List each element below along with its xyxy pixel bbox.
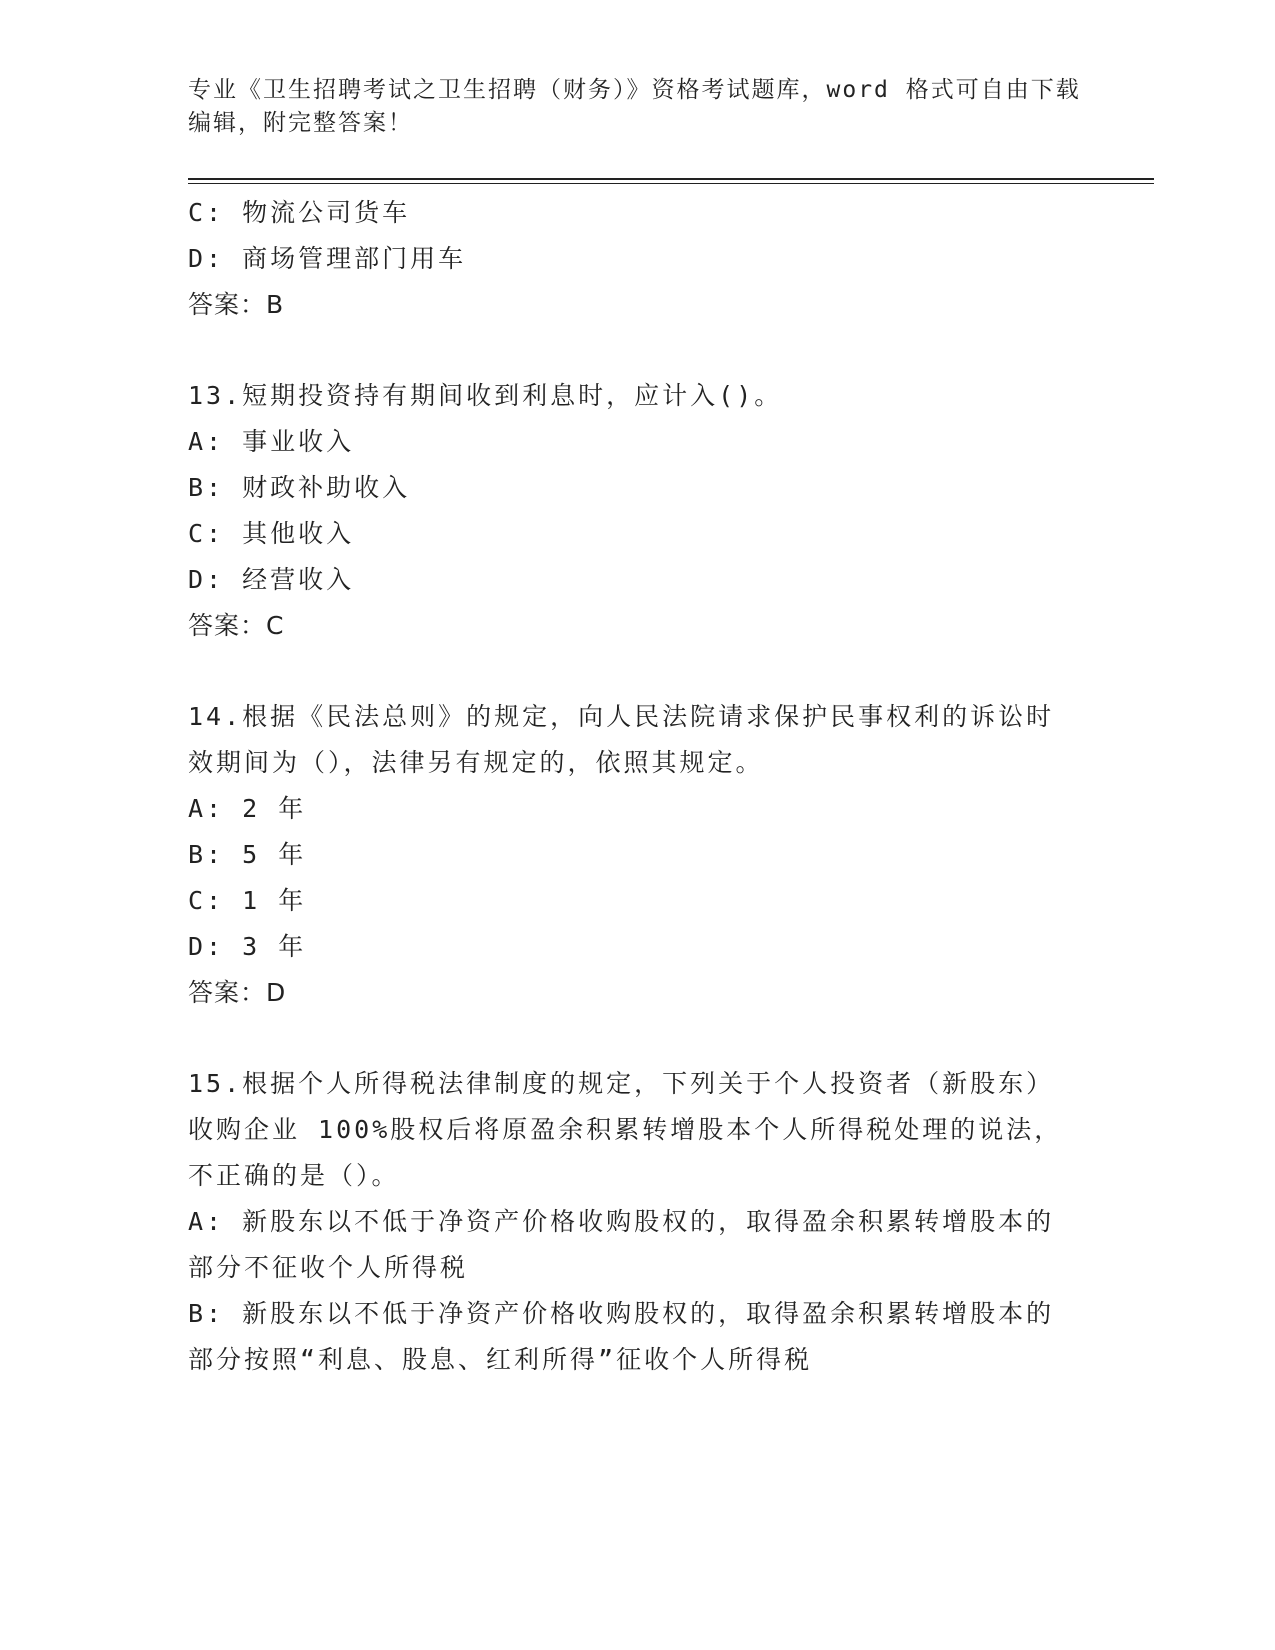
q15-option-b-line-2: 部分按照“利息、股息、红利所得”征收个人所得税: [188, 1345, 813, 1374]
q13-option-b: B: 财政补助收入: [188, 473, 411, 502]
spacer: [188, 328, 1088, 373]
question-14: [188, 694, 1088, 1016]
question-content: [188, 190, 1088, 1383]
q12-answer: 答案：B: [188, 290, 285, 319]
q13-option-a: A: 事业收入: [188, 427, 355, 456]
q12-option-d: D: 商场管理部门用车: [188, 244, 467, 273]
header-divider-thick: [188, 178, 1154, 180]
q14-option-c: C: 1 年: [188, 886, 307, 915]
header-divider-thin: [188, 183, 1154, 184]
q15-option-a-line-2: 部分不征收个人所得税: [188, 1253, 469, 1282]
q15-option-a-line-1: A: 新股东以不低于净资产价格收购股权的，取得盈余积累转增股本的: [188, 1207, 1055, 1236]
spacer: [188, 649, 1088, 694]
q12-option-c: C: 物流公司货车: [188, 198, 411, 227]
question-12-tail: [188, 190, 1088, 328]
spacer: [188, 1016, 1088, 1061]
header-line-1: 专业《卫生招聘考试之卫生招聘（财务）》资格考试题库，word 格式可自由下载: [188, 77, 1081, 103]
q14-answer: 答案：D: [188, 978, 287, 1007]
document-header: [188, 74, 1088, 140]
q13-option-d: D: 经营收入: [188, 565, 355, 594]
question-13: [188, 373, 1088, 649]
q14-stem-line-1: 14.根据《民法总则》的规定，向人民法院请求保护民事权利的诉讼时: [188, 702, 1055, 731]
question-15: [188, 1061, 1088, 1383]
q15-stem-line-1: 15.根据个人所得税法律制度的规定，下列关于个人投资者（新股东）: [188, 1069, 1055, 1098]
q14-option-a: A: 2 年: [188, 794, 307, 823]
q13-option-c: C: 其他收入: [188, 519, 355, 548]
q14-stem-line-2: 效期间为（），法律另有规定的，依照其规定。: [188, 748, 764, 777]
q14-option-b: B: 5 年: [188, 840, 307, 869]
q14-option-d: D: 3 年: [188, 932, 307, 961]
q15-stem-line-3: 不正确的是（）。: [188, 1161, 400, 1190]
q15-option-b-line-1: B: 新股东以不低于净资产价格收购股权的，取得盈余积累转增股本的: [188, 1299, 1055, 1328]
header-line-2: 编辑，附完整答案！: [188, 110, 413, 136]
q13-answer: 答案：C: [188, 611, 285, 640]
q13-stem: 13.短期投资持有期间收到利息时，应计入()。: [188, 381, 783, 410]
q15-stem-line-2: 收购企业 100%股权后将原盈余积累转增股本个人所得税处理的说法，: [188, 1115, 1063, 1144]
